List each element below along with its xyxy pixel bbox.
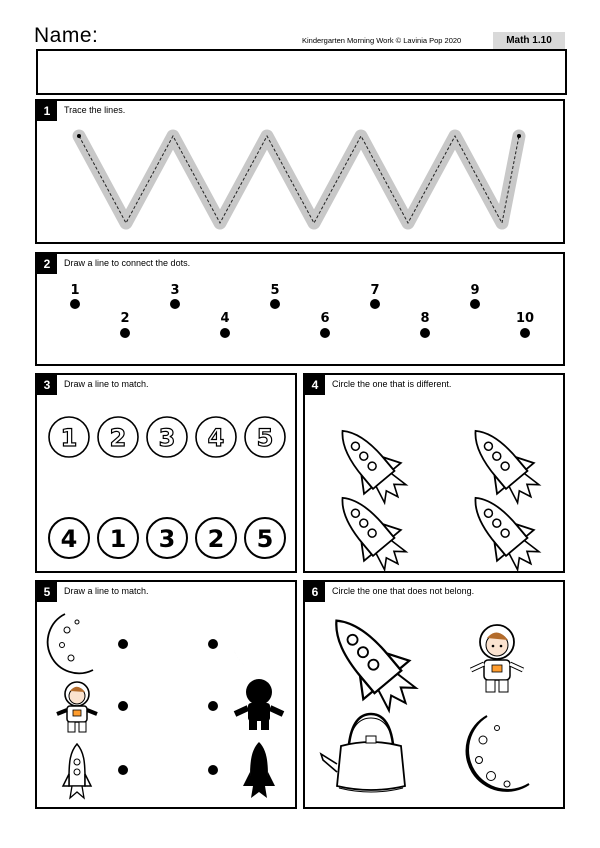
- rocket-icon: [63, 744, 91, 798]
- connect-dot: [270, 299, 280, 309]
- section-instruction: Draw a line to match.: [64, 586, 149, 596]
- name-label: Name:: [34, 24, 99, 47]
- solid-number: 2: [207, 525, 225, 553]
- moon-icon: [467, 716, 529, 791]
- connect-dot: [320, 328, 330, 338]
- name-input-box[interactable]: [36, 49, 567, 95]
- outline-number: 1: [60, 424, 78, 452]
- rocket-icon: [324, 415, 416, 512]
- section-instruction: Trace the lines.: [64, 105, 126, 115]
- rockets-grid: [305, 375, 567, 575]
- rocket-icon: [457, 415, 549, 512]
- connect-dot: [420, 328, 430, 338]
- moon-icon: [48, 614, 93, 673]
- dot-label: 4: [220, 311, 230, 326]
- connect-dots[interactable]: [37, 254, 567, 368]
- connect-dot: [220, 328, 230, 338]
- outline-number: 5: [256, 424, 274, 452]
- match-dot: [208, 639, 218, 649]
- trace-start-dot: [77, 134, 81, 138]
- worksheet-badge: Math 1.10: [493, 32, 565, 49]
- section-instruction: Draw a line to connect the dots.: [64, 258, 191, 268]
- section-number: 1: [37, 101, 57, 121]
- outline-number: 3: [158, 424, 176, 452]
- dot-label: 3: [170, 283, 180, 298]
- section-2: [35, 252, 565, 366]
- section-number: 3: [37, 375, 57, 395]
- connect-dot: [120, 328, 130, 338]
- rocket-icon: [313, 601, 428, 722]
- section-number: 4: [305, 375, 325, 395]
- rocket-icon: [324, 482, 416, 579]
- dot-label: 5: [270, 283, 280, 298]
- solid-number: 3: [158, 525, 176, 553]
- dot-label: 2: [120, 311, 130, 326]
- dot-label: 10: [515, 311, 535, 326]
- section-instruction: Circle the one that is different.: [332, 379, 452, 389]
- dot-label: 8: [420, 311, 430, 326]
- credit-text: Kindergarten Morning Work © Lavinia Pop 2020: [302, 36, 462, 45]
- dot-label: 7: [370, 283, 380, 298]
- astronaut-icon: [57, 682, 97, 732]
- connect-dot: [70, 299, 80, 309]
- section-number: 6: [305, 582, 325, 602]
- trace-end-dot: [517, 134, 521, 138]
- connect-dot: [520, 328, 530, 338]
- match-dot: [208, 765, 218, 775]
- rocket-silhouette-icon: [243, 742, 275, 798]
- section-instruction: Draw a line to match.: [64, 379, 149, 389]
- shadow-match[interactable]: [37, 582, 299, 811]
- trace-zigzag[interactable]: [37, 101, 567, 246]
- rocket-icon: [457, 482, 549, 579]
- dot-label: 1: [70, 283, 80, 298]
- section-number: 5: [37, 582, 57, 602]
- number-match[interactable]: [37, 375, 299, 575]
- astronaut-icon: [471, 625, 523, 692]
- section-instruction: Circle the one that does not belong.: [332, 586, 475, 596]
- outline-number: 4: [207, 424, 225, 452]
- solid-number: 4: [60, 525, 78, 553]
- solid-number: 5: [256, 525, 274, 553]
- teapot-icon: [321, 714, 405, 792]
- outline-number: 2: [109, 424, 127, 452]
- section-1: [35, 99, 565, 244]
- odd-one-out[interactable]: [305, 582, 567, 811]
- moon-silhouette-icon: [232, 612, 279, 672]
- match-dot: [118, 639, 128, 649]
- dot-label: 6: [320, 311, 330, 326]
- match-dot: [118, 765, 128, 775]
- section-number: 2: [37, 254, 57, 274]
- astronaut-silhouette-icon: [235, 679, 283, 730]
- section-3: [35, 373, 297, 573]
- connect-dot: [370, 299, 380, 309]
- solid-number: 1: [109, 525, 127, 553]
- section-6: [303, 580, 565, 809]
- connect-dot: [470, 299, 480, 309]
- match-dot: [118, 701, 128, 711]
- match-dot: [208, 701, 218, 711]
- section-4: [303, 373, 565, 573]
- section-5: [35, 580, 297, 809]
- dot-label: 9: [470, 283, 480, 298]
- connect-dot: [170, 299, 180, 309]
